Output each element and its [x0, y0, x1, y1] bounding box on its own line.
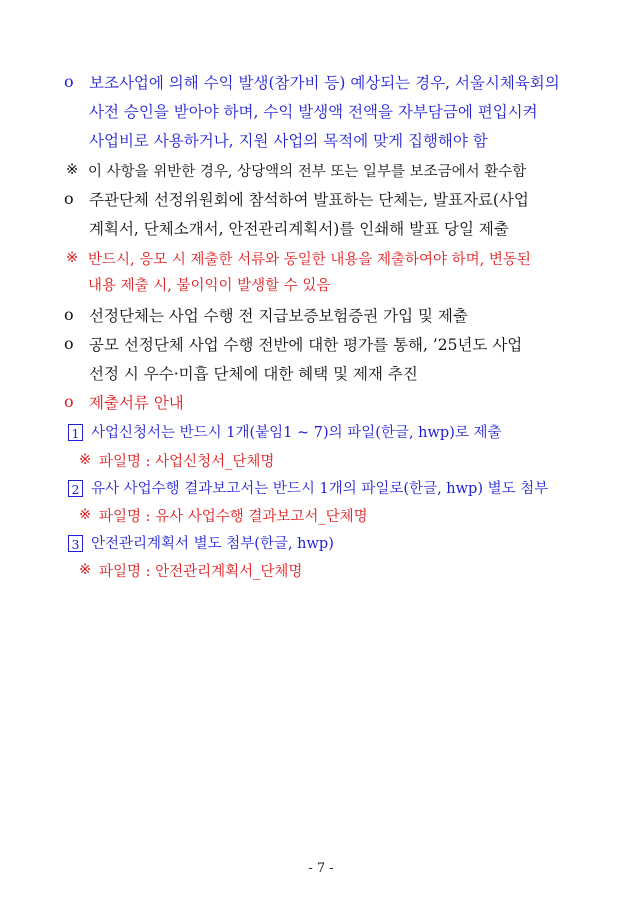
doc3-number-box: 3	[68, 535, 83, 552]
item2-note-line2: 내용 제출 시, 불이익이 발생할 수 있음	[88, 278, 331, 294]
note-mark: ※	[66, 250, 79, 266]
doc2-text: 유사 사업수행 결과보고서는 반드시 1개의 파일로(한글, hwp) 별도 첨부	[91, 481, 549, 497]
bullet-marker: o	[64, 305, 74, 324]
note-mark: ※	[79, 562, 92, 578]
doc1-number-box: 1	[68, 424, 83, 441]
item3-line1: 선정단체는 사업 수행 전 지급보증보험증권 가입 및 제출	[89, 307, 468, 325]
doc2-filename: 파일명 : 유사 사업수행 결과보고서_단체명	[99, 509, 368, 525]
doc3-filename: 파일명 : 안전관리계획서_단체명	[99, 564, 303, 580]
item2-line2: 계획서, 단체소개서, 안전관리계획서)를 인쇄해 발표 당일 제출	[89, 220, 509, 238]
note-mark: ※	[66, 162, 79, 178]
item2-line1: 주관단체 선정위원회에 참석하여 발표하는 단체는, 발표자료(사업	[89, 191, 529, 209]
bullet-marker: o	[64, 189, 74, 208]
doc2-number-box: 2	[68, 480, 83, 497]
item1-line3: 사업비로 사용하거나, 지원 사업의 목적에 맞게 집행해야 함	[89, 132, 488, 150]
page-number: - 7 -	[308, 861, 334, 876]
item1-note: 이 사항을 위반한 경우, 상당액의 전부 또는 일부를 보조금에서 환수함	[88, 164, 527, 180]
item1-line1: 보조사업에 의해 수익 발생(참가비 등) 예상되는 경우, 서울시체육회의	[89, 74, 560, 92]
note-mark: ※	[79, 452, 92, 468]
item4-line2: 선정 시 우수·미흡 단체에 대한 혜택 및 제재 추진	[89, 365, 418, 383]
bullet-marker: o	[64, 72, 74, 91]
item5-line1: 제출서류 안내	[89, 394, 184, 412]
item1-line2: 사전 승인을 받아야 하며, 수익 발생액 전액을 자부담금에 편입시켜	[89, 103, 538, 121]
bullet-marker: o	[64, 334, 74, 353]
item4-line1: 공모 선정단체 사업 수행 전반에 대한 평가를 통해, ’25년도 사업	[89, 336, 523, 354]
note-mark: ※	[79, 507, 92, 523]
doc1-filename: 파일명 : 사업신청서_단체명	[99, 454, 275, 470]
doc3-text: 안전관리계획서 별도 첨부(한글, hwp)	[91, 536, 334, 552]
doc1-text: 사업신청서는 반드시 1개(붙임1 ~ 7)의 파일(한글, hwp)로 제출	[91, 425, 502, 441]
item2-note-line1: 반드시, 응모 시 제출한 서류와 동일한 내용을 제출하여야 하며, 변동된	[88, 252, 531, 268]
bullet-marker: o	[64, 392, 74, 411]
